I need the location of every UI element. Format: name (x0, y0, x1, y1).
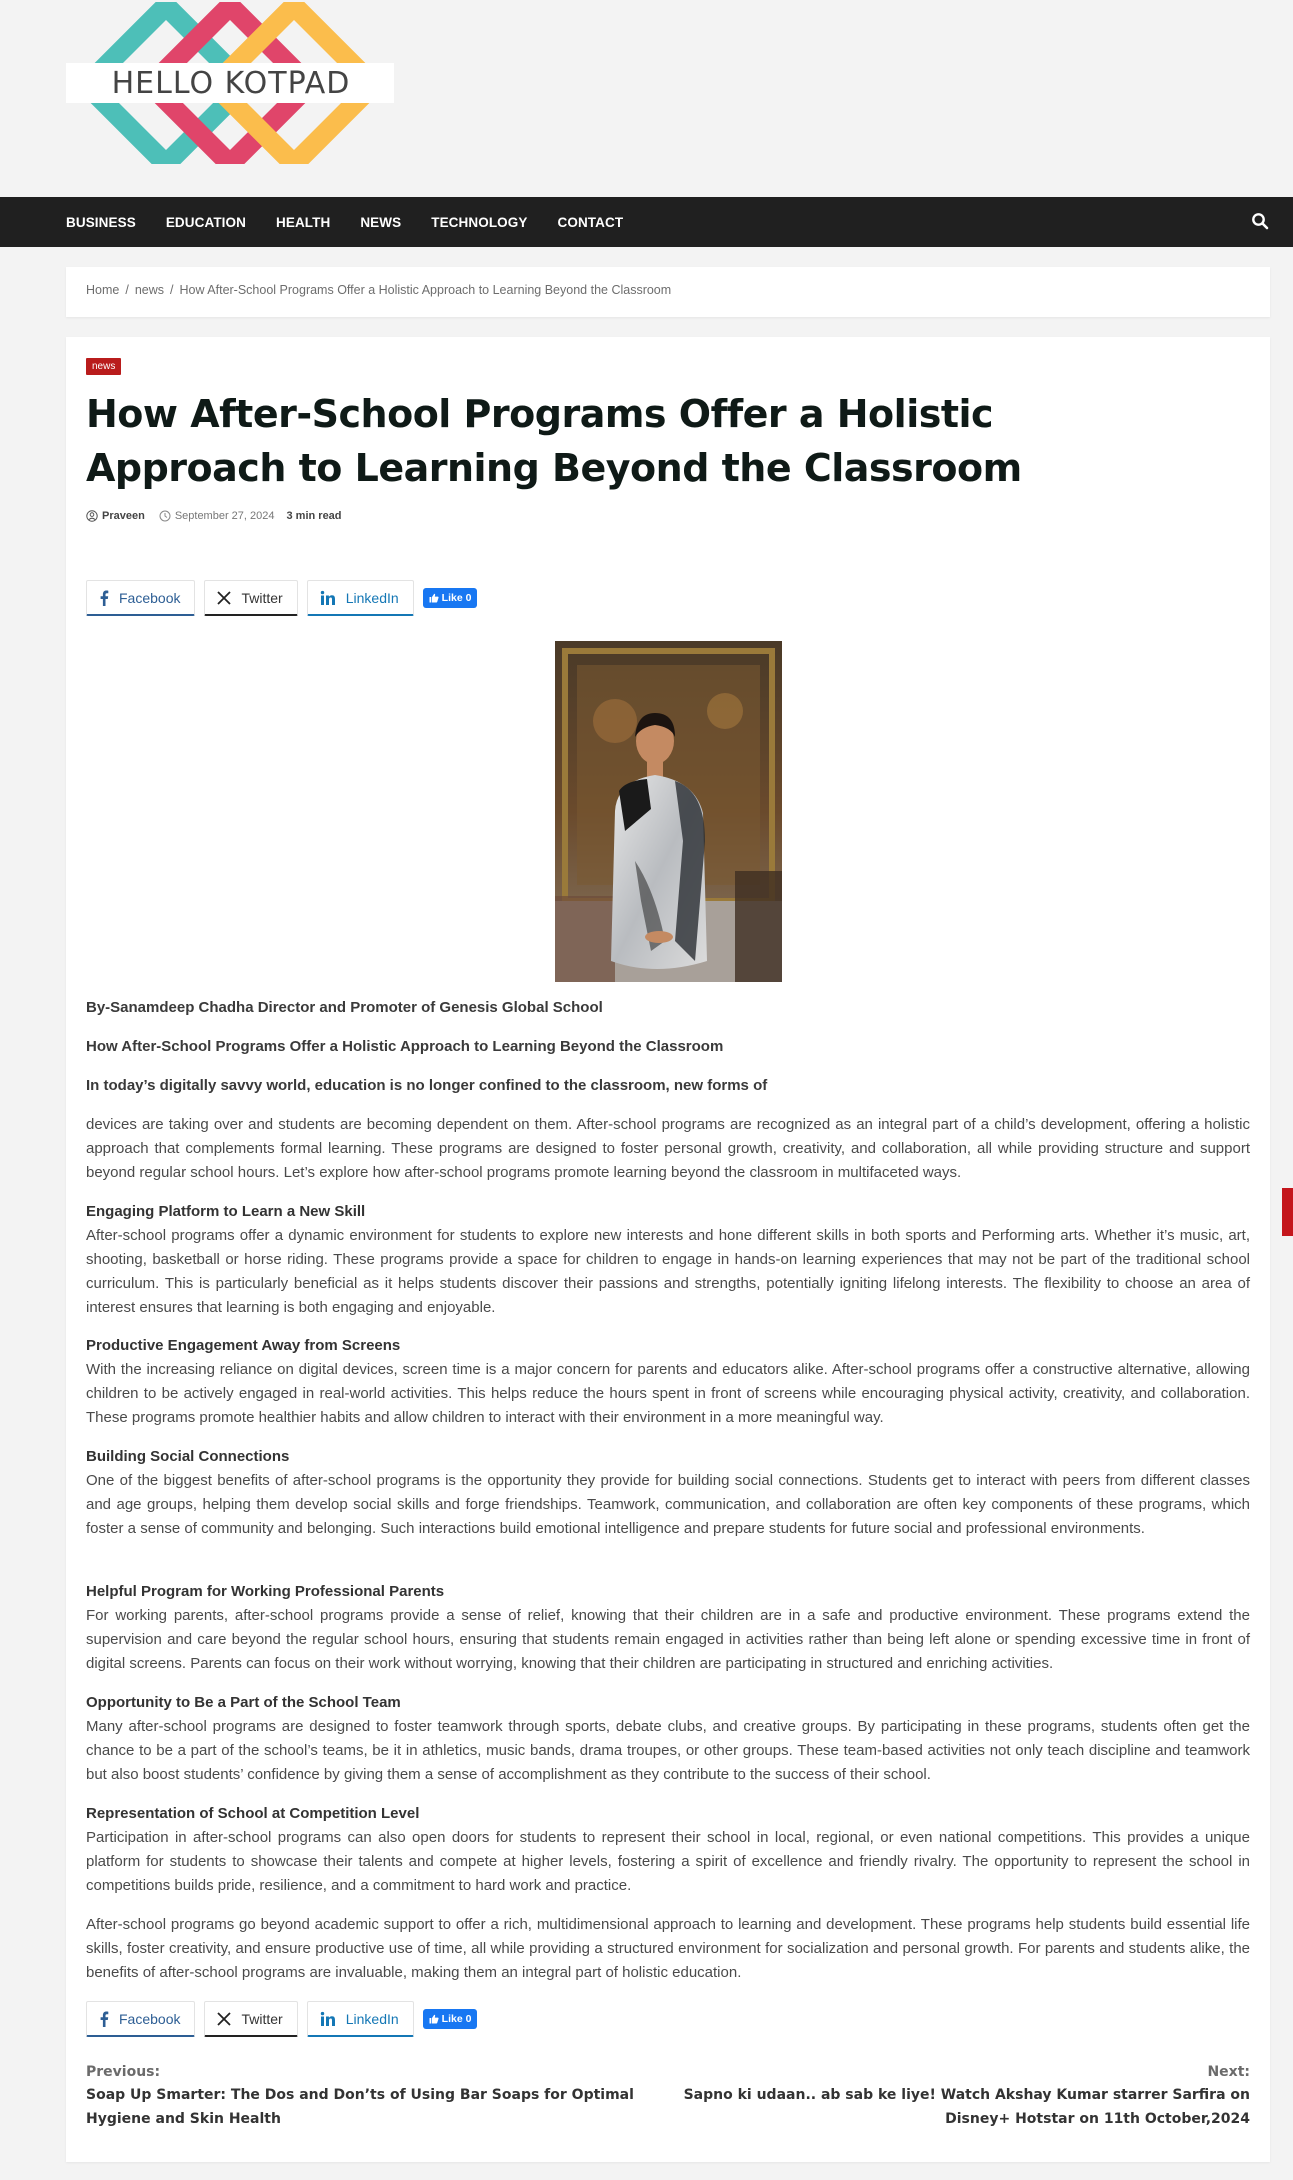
breadcrumb-separator: / (170, 283, 174, 297)
section-text: With the increasing reliance on digital devices, screen time is a major concern for parents and educators alike. After-school programs offer a constructive alternative, allowing children to be actively engaged in real-world activities. This helps reduce the hours spent in front of screens while encouraging physical activity, creativity, and collaboration. These programs promote healthier habits and allow children to interact with their environment in a more meaningful way. (86, 1361, 1250, 1426)
section-social-connections (86, 1445, 1250, 1541)
facebook-like-label: Like 0 (441, 2013, 472, 2025)
section-competition (86, 1802, 1250, 1898)
facebook-share-label: Facebook (119, 2010, 181, 2027)
section-text: For working parents, after-school programs provide a sense of relief, knowing that their children are in a safe and productive environment. These programs extend the supervision and care beyond the regular school hours, ensuring that students remain engaged in activities rather than being left alone or spending excessive time in front of digital screens. Parents can focus on their work without worrying, knowing that their children are participating in structured and enriching activities. (86, 1607, 1250, 1672)
linkedin-share-button[interactable] (307, 580, 414, 616)
nav-item-technology[interactable]: TECHNOLOGY (431, 214, 528, 230)
article-title: How After-School Programs Offer a Holistic Approach to Learning Beyond the Classroom (86, 392, 1022, 490)
section-heading: Engaging Platform to Learn a New Skill (86, 1203, 366, 1220)
facebook-share-button[interactable] (86, 580, 195, 616)
thumbs-up-icon (429, 593, 439, 603)
twitter-share-label: Twitter (241, 2010, 283, 2027)
breadcrumb-current: How After-School Programs Offer a Holistic Approach to Learning Beyond the Classroom (179, 283, 672, 297)
twitter-share-label: Twitter (241, 589, 283, 606)
x-twitter-icon (217, 591, 231, 605)
share-bar-bottom (86, 2001, 477, 2037)
section-heading: Helpful Program for Working Professional Parents (86, 1583, 445, 1600)
facebook-like-label: Like 0 (441, 592, 472, 604)
clock-icon (159, 510, 171, 522)
nav-menu (66, 197, 653, 247)
breadcrumb (66, 267, 1270, 317)
read-time: 3 min read (286, 510, 342, 522)
publish-date (159, 510, 275, 522)
section-engaging-platform (86, 1200, 1250, 1320)
section-heading: Representation of School at Competition Level (86, 1805, 420, 1822)
breadcrumb-section[interactable]: news (134, 283, 165, 297)
linkedin-share-button[interactable] (307, 2001, 414, 2037)
section-text: Many after-school programs are designed to foster teamwork through sports, debate clubs, and creative groups. By participating in these programs, students often get the chance to be a part of the school’s teams, be it in athletics, music bands, drama troupes, or other groups. These team-based activities not only teach discipline and teamwork but also boost students’ confidence by giving them a sense of accomplishment as they contribute to the success of their school. (86, 1718, 1250, 1783)
article-intro-bold: In today’s digitally savvy world, education is no longer confined to the classroom, new forms of (86, 1077, 768, 1094)
facebook-share-button[interactable] (86, 2001, 195, 2037)
search-icon[interactable] (1251, 212, 1271, 232)
linkedin-share-label: LinkedIn (345, 589, 399, 606)
section-working-parents (86, 1580, 1250, 1676)
nav-item-business[interactable]: BUSINESS (66, 214, 136, 230)
next-post-link[interactable] (670, 2061, 1250, 2131)
section-text: Participation in after-school programs can also open doors for students to represent their school in local, regional, or even national competitions. This provides a unique platform for students to showcase their talents and compete at higher levels, fostering a spirit of excellence and friendly rivalry. The opportunity to represent the school in competitions builds pride, resilience, and a commitment to hard work and practice. (86, 1829, 1250, 1894)
publish-date-text: September 27, 2024 (174, 510, 275, 522)
facebook-share-label: Facebook (119, 589, 181, 606)
user-icon (86, 510, 98, 522)
facebook-icon (99, 2011, 109, 2027)
nav-item-contact[interactable]: CONTACT (557, 214, 624, 230)
nav-item-education[interactable]: EDUCATION (165, 214, 246, 230)
section-heading: Productive Engagement Away from Screens (86, 1337, 401, 1354)
article-photo (555, 641, 782, 982)
category-badge[interactable]: news (86, 358, 121, 375)
author[interactable] (86, 510, 145, 522)
article-intro-paragraph: devices are taking over and students are becoming dependent on them. After-school programs are recognized as an integral part of a child’s development, offering a holistic approach that complements formal learning. These programs are designed to foster personal growth, creativity, and collaboration, all while providing structure and support beyond regular school hours. Let’s explore how after-school programs promote learning beyond the classroom in multifaceted ways. (86, 1116, 1250, 1181)
linkedin-share-label: LinkedIn (345, 2010, 399, 2027)
section-text: After-school programs offer a dynamic environment for students to explore new interests and hone different skills in both sports and Performing arts. Whether it’s music, art, shooting, basketball or horse riding. These programs provide a space for children to engage in hands-on learning experiences that may not be part of the traditional school curriculum. This is particularly beneficial as it helps students discover their passions and strengths, potentially igniting lifelong interests. The flexibility to choose an area of interest ensures that learning is both engaging and enjoyable. (86, 1227, 1250, 1316)
article-conclusion: After-school programs go beyond academic support to offer a rich, multidimensional approach to learning and development. These programs help students build essential life skills, foster creativity, and ensure productive use of time, all while providing a structured environment for socialization and personal growth. For parents and students alike, the benefits of after-school programs are invaluable, making them an integral part of holistic education. (86, 1916, 1250, 1981)
twitter-share-button[interactable] (204, 2001, 297, 2037)
section-heading: Building Social Connections (86, 1448, 290, 1465)
linkedin-icon (320, 590, 336, 606)
facebook-like-button[interactable] (423, 2009, 478, 2029)
logo-text: HELLO KOTPAD (111, 66, 351, 101)
side-feedback-tab[interactable] (1282, 1188, 1293, 1236)
section-heading: Opportunity to Be a Part of the School Team (86, 1694, 401, 1711)
next-label: Next: (1207, 2064, 1250, 2080)
twitter-share-button[interactable] (204, 580, 297, 616)
thumbs-up-icon (429, 2014, 439, 2024)
nav-item-health[interactable]: HEALTH (275, 214, 331, 230)
section-text: One of the biggest benefits of after-school programs is the opportunity they provide for building social connections. Students get to interact with peers from different classes and age groups, helping them develop social skills and forge friendships. Teamwork, communication, and collaboration are often key components of these programs, which foster a sense of community and belonging. Such interactions build emotional intelligence and prepare students for future social and professional environments. (86, 1472, 1250, 1537)
author-name: Praveen (102, 510, 145, 522)
nav-item-news[interactable]: NEWS (360, 214, 402, 230)
previous-post-title[interactable]: Soap Up Smarter: The Dos and Don’ts of Using Bar Soaps for Optimal Hygiene and Skin Health (86, 2087, 634, 2127)
share-bar-top (86, 580, 477, 616)
next-post-title[interactable]: Sapno ki udaan.. ab sab ke liye! Watch Akshay Kumar starrer Sarfira on Disney+ Hotstar on 11th October,2024 (683, 2087, 1250, 2127)
x-twitter-icon (217, 2012, 231, 2026)
previous-label: Previous: (86, 2064, 161, 2080)
article-card (66, 337, 1270, 2162)
breadcrumb-separator: / (125, 283, 129, 297)
site-logo[interactable] (66, 2, 394, 164)
article-meta (86, 510, 342, 522)
section-school-team (86, 1691, 1250, 1787)
breadcrumb-home[interactable]: Home (86, 283, 120, 297)
article-byline: By-Sanamdeep Chadha Director and Promoter of Genesis Global School (86, 999, 603, 1016)
facebook-icon (99, 590, 109, 606)
section-away-from-screens (86, 1334, 1250, 1430)
article-heading-repeat: How After-School Programs Offer a Holistic Approach to Learning Beyond the Classroom (86, 1038, 724, 1055)
main-navbar (0, 197, 1293, 247)
linkedin-icon (320, 2011, 336, 2027)
facebook-like-button[interactable] (423, 588, 478, 608)
previous-post-link[interactable] (86, 2061, 666, 2131)
